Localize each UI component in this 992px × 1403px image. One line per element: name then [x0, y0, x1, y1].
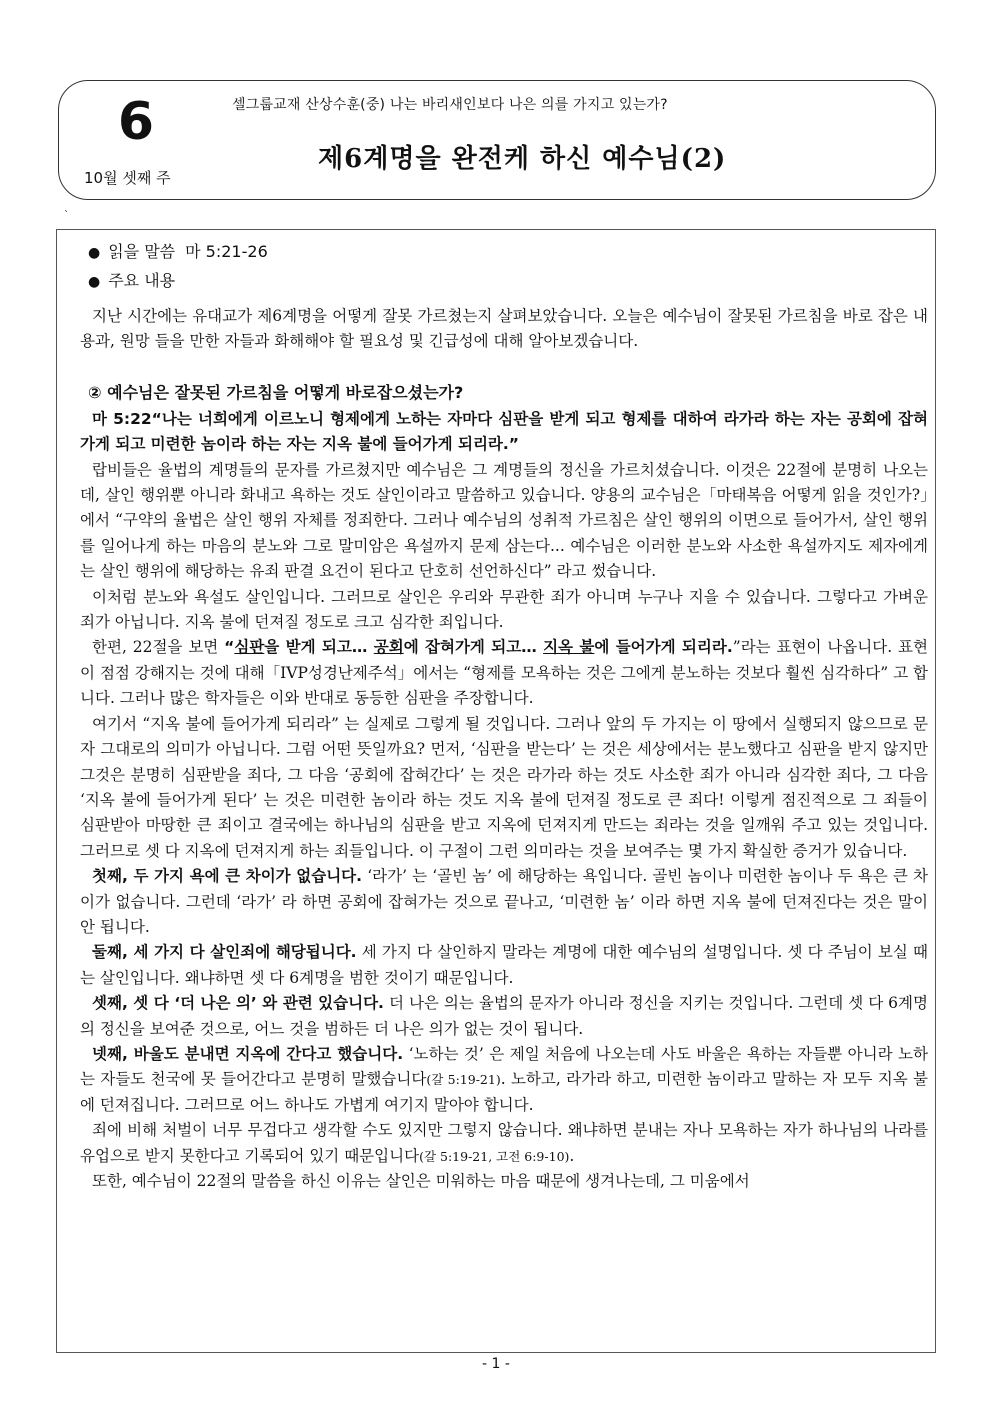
- stray-mark: `: [64, 210, 69, 221]
- paragraph-6: 둘째, 세 가지 다 살인죄에 해당됩니다. 세 가지 다 살인하지 말라는 계명에 대한 예수님의 설명입니다. 셋 다 주님이 보실 때는 살인입니다. 왜냐하면 셋 다 6계명을 범한 것이기 때문입니다.: [80, 943, 928, 987]
- main-label: 주요 내용: [108, 271, 176, 290]
- paragraph-5: 첫째, 두 가지 욕에 큰 차이가 없습니다. ‘라가’ 는 ‘골빈 놈’ 에 해당하는 욕입니다. 골빈 놈이나 미련한 놈이나 두 욕은 큰 차이가 없습니다. 그런데 ‘라가’ 라 하면 공회에 잡혀가는 것으로 끝나고, ‘미련한 놈’ 이라 하면 지옥 불에 던져진다는 것은 말이 안 됩니다.: [80, 867, 928, 936]
- intro-paragraph: 지난 시간에는 유대교가 제6계명을 어떻게 잘못 가르쳤는지 살펴보았습니다. 오늘은 예수님이 잘못된 가르침을 바로 잡은 내용과, 원망 들을 만한 자들과 화해해야 할 필요성 및 긴급성에 대해 알아보겠습니다.: [80, 307, 928, 351]
- reading-ref: 마 5:21-26: [185, 242, 268, 261]
- content: [80, 238, 928, 1194]
- paragraph-10: 또한, 예수님이 22절의 말씀을 하신 이유는 살인은 미워하는 마음 때문에 생겨나는데, 그 미움에서: [92, 1172, 750, 1190]
- lesson-number: 6: [117, 92, 155, 152]
- verse-quote: 마 5:22“나는 너희에게 이르노니 형제에게 노하는 자마다 심판을 받게 되고 형제를 대하여 라가라 하는 자는 공회에 잡혀가게 되고 미련한 놈이라 하는 자는 지옥 불에 들어가게 되리라.”: [80, 409, 928, 454]
- paragraph-7: 셋째, 셋 다 ‘더 나은 의’ 와 관련 있습니다. 더 나은 의는 율법의 문자가 아니라 정신을 지키는 것입니다. 그런데 셋 다 6계명의 정신을 보여준 것으로, 어느 것을 범하든 더 나은 의가 없는 것이 됩니다.: [80, 994, 928, 1038]
- reading-line: [80, 238, 928, 267]
- paragraph-3: 한편, 22절을 보면 “심판을 받게 되고… 공회에 잡혀가게 되고… 지옥 불에 들어가게 되리라.”라는 표현이 나옵니다. 표현이 점점 강해지는 것에 대해「IVP성경난제주석」에서는 “형제를 모욕하는 것은 그에게 분노하는 것보다 훨씬 심각하다” 고 합니다. 그러나 많은 학자들은 이와 반대로 동등한 심판을 주장합니다.: [80, 638, 928, 708]
- series-subtitle: 셀그룹교재 산상수훈(중) 나는 바리새인보다 나은 의를 가지고 있는가?: [232, 97, 668, 113]
- page-title: 제6계명을 완전케 하신 예수님(2): [318, 144, 727, 174]
- main-label-line: [80, 267, 928, 296]
- bullet-icon: ●: [88, 274, 101, 290]
- paragraph-9: 죄에 비해 처벌이 너무 무겁다고 생각할 수도 있지만 그렇지 않습니다. 왜냐하면 분내는 자나 모욕하는 자가 하나님의 나라를 유업으로 받지 못한다고 기록되어 있기 때문입니다(갈 5:19-21, 고전 6:9-10).: [80, 1121, 928, 1165]
- reading-label: 읽을 말씀: [108, 242, 176, 261]
- bullet-icon: ●: [88, 245, 101, 261]
- paragraph-8: 넷째, 바울도 분내면 지옥에 간다고 했습니다. ‘노하는 것’ 은 제일 처음에 나오는데 사도 바울은 욕하는 자들뿐 아니라 노하는 자들도 천국에 못 들어간다고 분명히 말했습니다(갈 5:19-21). 노하고, 라가라 하고, 미련한 놈이라고 말하는 자 모두 지옥 불에 던져집니다. 그러므로 어느 하나도 가볍게 여기지 말아야 합니다.: [80, 1044, 929, 1114]
- paragraph-1: 랍비들은 율법의 계명들의 문자를 가르쳤지만 예수님은 그 계명들의 정신을 가르치셨습니다. 이것은 22절에 분명히 나오는데, 살인 행위뿐 아니라 화내고 욕하는 것도 살인이라고 말씀하고 있습니다. 양용의 교수님은「마태복음 어떻게 읽을 것인가?」에서 “구약의 율법은 살인 행위 자체를 정죄한다. 그러나 예수님의 성취적 가르침은 살인 행위의 이면으로 들어가서, 살인 행위를 일어나게 하는 마음의 분노와 그로 말미암은 욕설까지 문제 삼는다... 예수님은 이러한 분노와 사소한 욕설까지도 제자에게는 살인 행위에 해당하는 유죄 판결 요건이 된다고 단호히 선언하신다” 라고 썼습니다.: [80, 460, 928, 581]
- paragraph-4: 여기서 “지옥 불에 들어가게 되리라” 는 실제로 그렇게 될 것입니다. 그러나 앞의 두 가지는 이 땅에서 실행되지 않으므로 문자 그대로의 의미가 아닙니다. 그럼 어떤 뜻일까요? 먼저, ‘심판을 받는다’ 는 것은 세상에서는 분노했다고 심판을 받지 않지만 그것은 분명히 심판받을 죄다, 그 다음 ‘공회에 잡혀간다’ 는 것은 라가라 하는 것도 사소한 죄가 아니라 심각한 죄다, 그 다음 ‘지옥 불에 들어가게 된다’ 는 것은 미련한 놈이라 하는 것도 지옥 불에 던져질 정도로 큰 죄다! 이렇게 점진적으로 그 죄들이 심판받아 마땅한 큰 죄이고 결국에는 하나님의 심판을 받고 지옥에 던져지게 만드는 죄라는 것을 일깨워 주고 있는 것입니다. 그러므로 셋 다 지옥에 던져지게 하는 죄들입니다. 이 구절이 그런 의미라는 것을 보여주는 몇 가지 확실한 증거가 있습니다.: [80, 714, 928, 860]
- page-number: - 1 -: [482, 1356, 510, 1372]
- week-label: 10월 셋째 주: [84, 169, 171, 187]
- section-question: ② 예수님은 잘못된 가르침을 어떻게 바로잡으셨는가?: [88, 382, 464, 402]
- paragraph-2: 이처럼 분노와 욕설도 살인입니다. 그러므로 살인은 우리와 무관한 죄가 아니며 누구나 지을 수 있습니다. 그렇다고 가벼운 죄가 아닙니다. 지옥 불에 던져질 정도로 크고 심각한 죄입니다.: [80, 587, 928, 632]
